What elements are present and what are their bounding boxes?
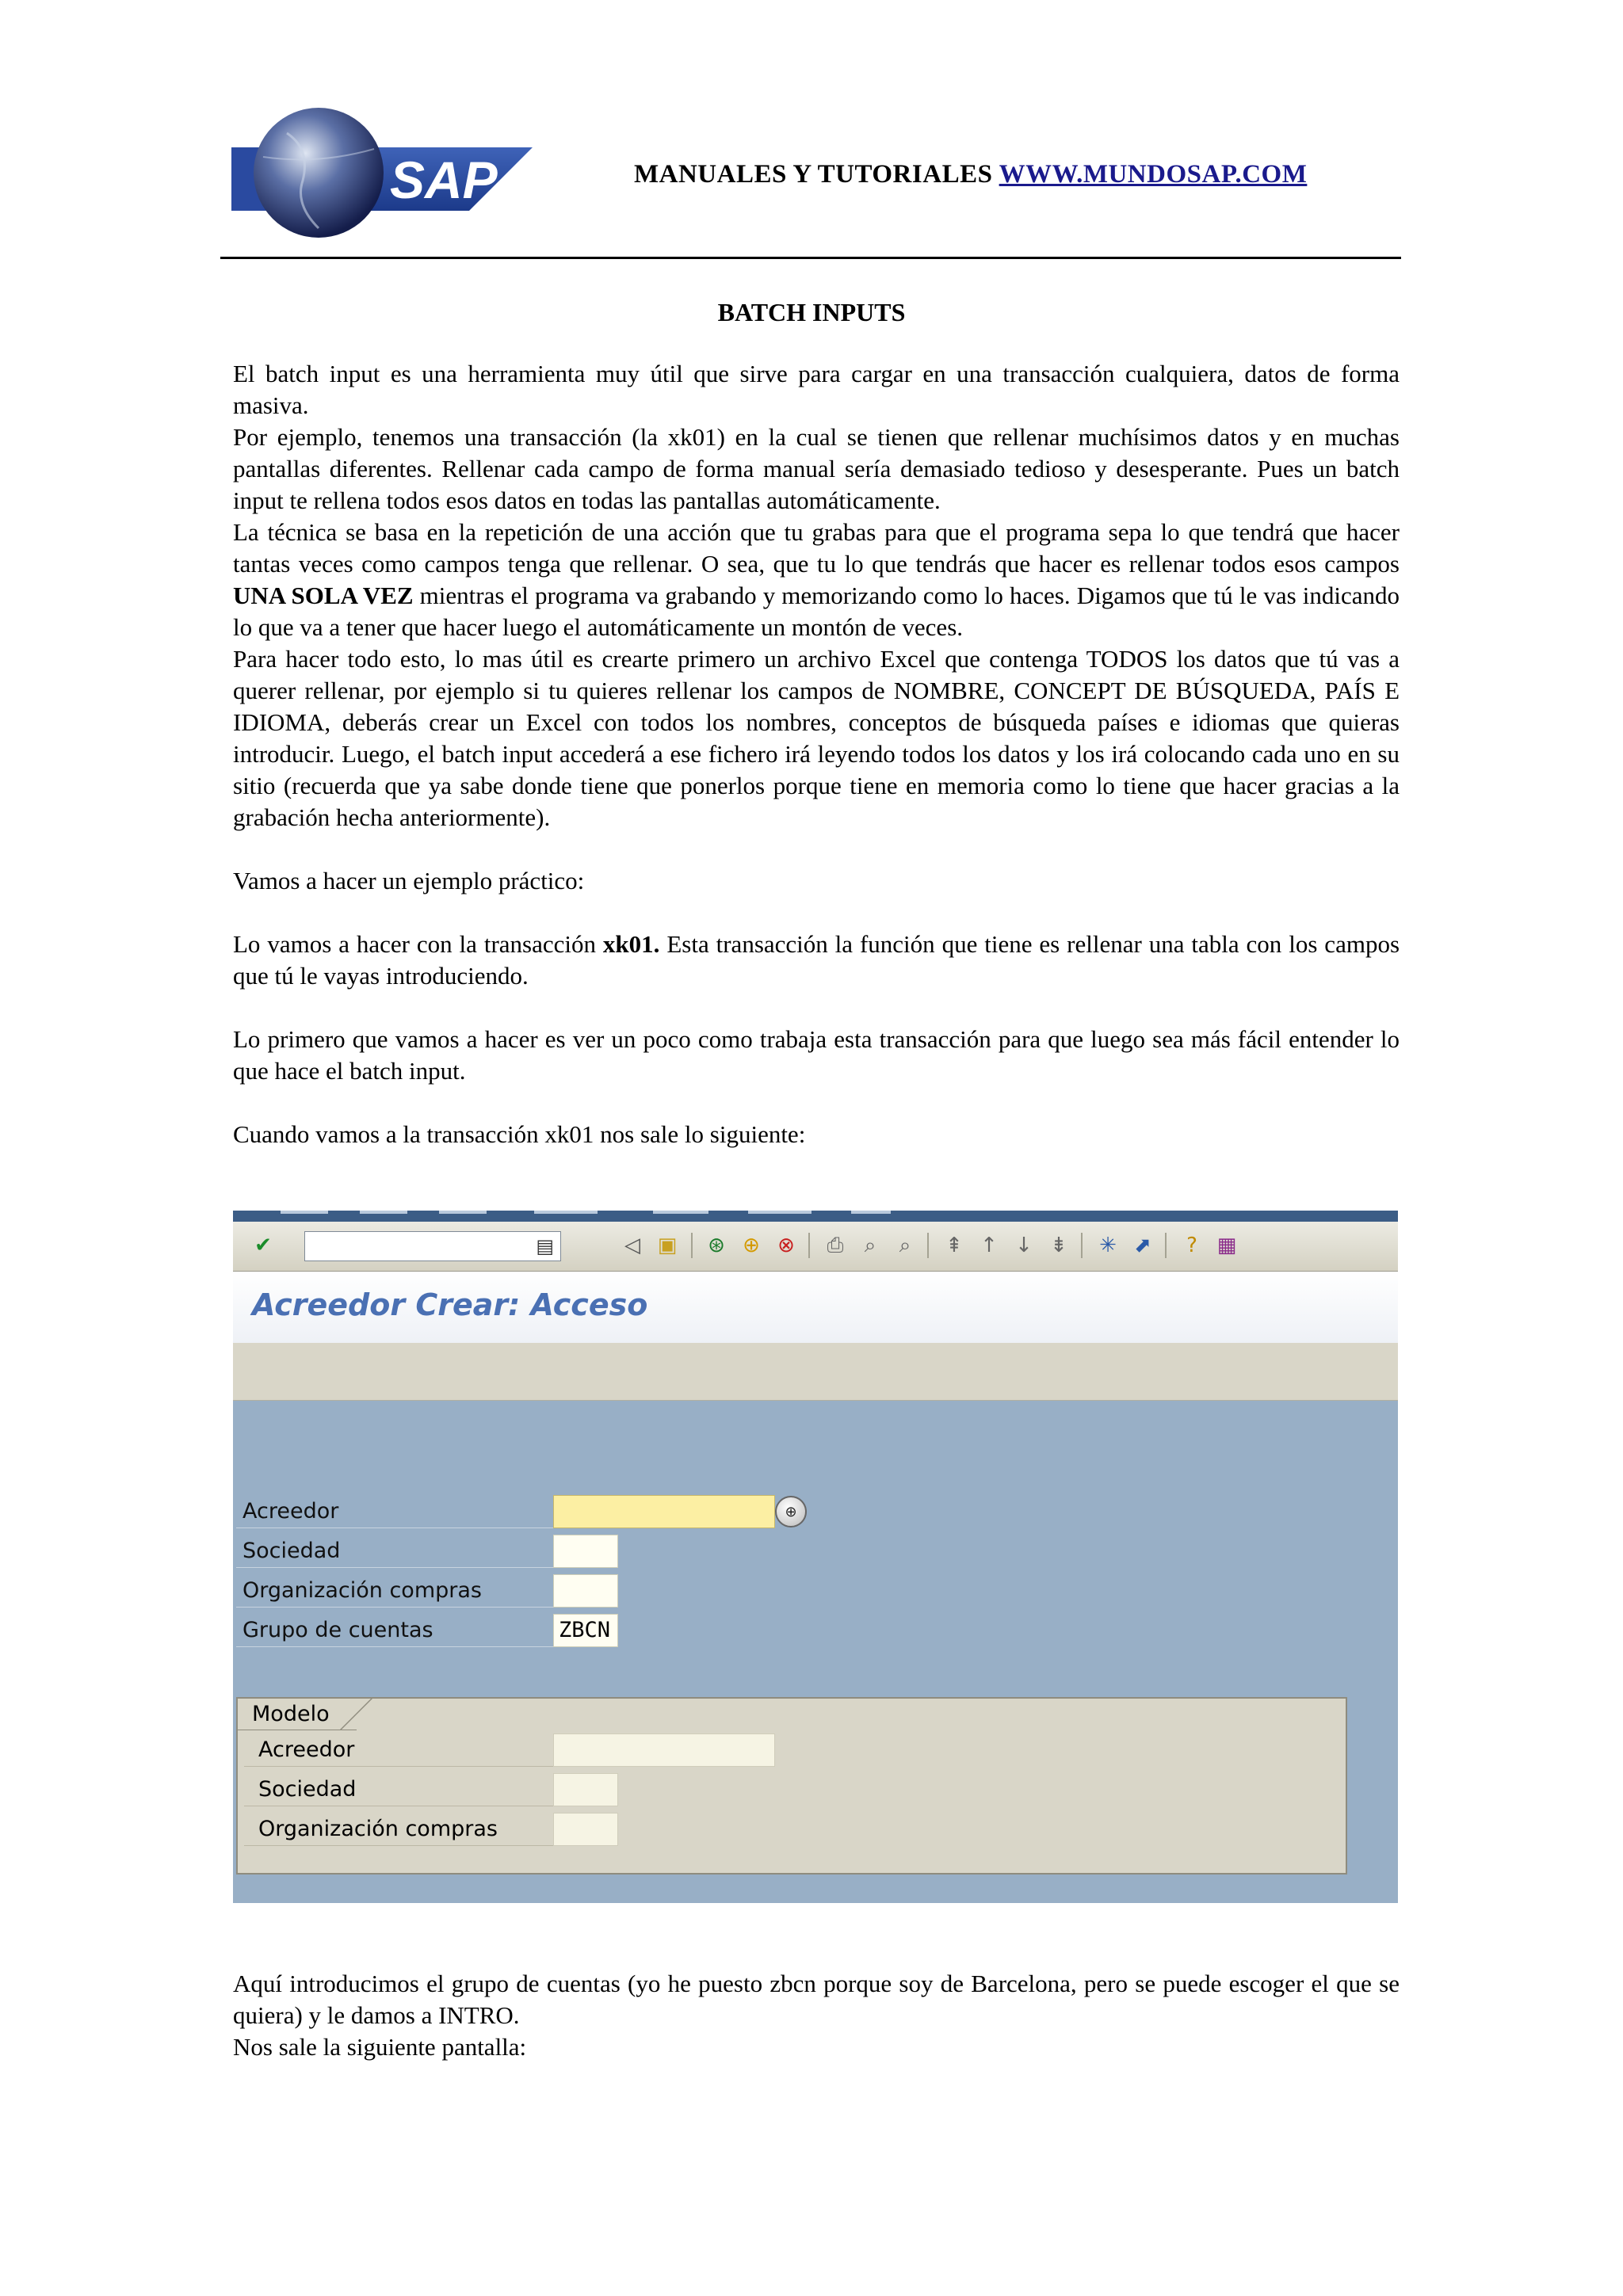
print-icon[interactable]: ⎙ xyxy=(827,1234,844,1257)
paragraph: Lo vamos a hacer con la transacción xk01. Esta transacción la función que tiene es rellenar una tabla con los campos que tú le vayas introduciendo. xyxy=(233,930,1400,990)
paragraph: Nos sale la siguiente pantalla: xyxy=(233,2033,527,2061)
standard-toolbar xyxy=(233,1222,1398,1272)
enter-icon[interactable]: ✔ xyxy=(254,1234,272,1257)
new-session-icon[interactable]: ✳ xyxy=(1099,1234,1117,1257)
header-prefix: MANUALES Y TUTORIALES xyxy=(634,160,993,189)
cancel-icon[interactable]: ⊗ xyxy=(777,1234,795,1257)
paragraph: Cuando vamos a la transacción xk01 nos sale lo siguiente: xyxy=(233,1120,806,1148)
layout-menu-icon[interactable]: ▦ xyxy=(1216,1234,1237,1257)
first-page-icon[interactable]: ⇞ xyxy=(945,1234,963,1257)
command-field[interactable] xyxy=(304,1231,561,1261)
paragraph: Vamos a hacer un ejemplo práctico: xyxy=(233,867,585,894)
logo-text: SAP xyxy=(390,151,498,209)
search-help-icon[interactable]: ⊕ xyxy=(775,1496,807,1527)
model-label-organizacion-compras: Organización compras xyxy=(244,1813,553,1846)
menu-bar xyxy=(233,1211,1398,1222)
model-label-sociedad: Sociedad xyxy=(244,1773,553,1806)
find-icon[interactable]: ⌕ xyxy=(864,1234,876,1257)
screen-titlebar xyxy=(233,1272,1398,1343)
paragraph: Aquí introducimos el grupo de cuentas (yo he puesto zbcn porque soy de Barcelona, pero se puede escoger el que se quiera) y le damos a INTRO. xyxy=(233,1970,1400,2029)
model-acreedor-input[interactable] xyxy=(553,1733,775,1767)
model-sociedad-input[interactable] xyxy=(553,1773,618,1806)
last-page-icon[interactable]: ⇟ xyxy=(1050,1234,1067,1257)
field-label-acreedor: Acreedor xyxy=(236,1495,553,1528)
page-header xyxy=(634,160,1307,189)
paragraph: La técnica se basa en la repetición de una acción que tu grabas para que el programa sepa lo que tendrá que hacer tantas veces como campos tenga que rellenar. O sea, que tu lo que tendrás que hacer es rellenar todos esos campos UNA SOLA VEZ mientras el programa va grabando y memorizando como lo haces. Digamos que tú le vas indicando lo que va a tener que hacer luego el automáticamente un montón de veces. xyxy=(233,518,1400,641)
back-arrow-icon[interactable]: ◁ xyxy=(624,1234,640,1257)
document-title: BATCH INPUTS xyxy=(717,298,906,326)
exit-icon[interactable]: ⊕ xyxy=(743,1234,760,1257)
header-rule xyxy=(220,257,1401,259)
sap-screenshot xyxy=(233,1211,1398,1903)
paragraph: Por ejemplo, tenemos una transacción (la xk01) en la cual se tienen que rellenar muchísimos datos y en muchas pantallas diferentes. Rellenar cada campo de forma manual sería demasiado tedioso y desesperante. Pues un batch input te rellena todos esos datos en todas las pantallas automáticamente. xyxy=(233,423,1400,514)
save-icon[interactable]: ▣ xyxy=(657,1234,678,1257)
model-label-acreedor: Acreedor xyxy=(244,1733,553,1767)
command-dropdown-icon[interactable]: ▤ xyxy=(536,1235,554,1257)
shortcut-icon[interactable]: ⬈ xyxy=(1134,1234,1151,1257)
help-icon[interactable]: ? xyxy=(1186,1234,1197,1257)
intro-text xyxy=(233,358,1400,1150)
find-next-icon[interactable]: ⌕ xyxy=(899,1234,911,1257)
field-label-grupo-de-cuentas: Grupo de cuentas xyxy=(236,1614,553,1647)
modelo-group-box xyxy=(236,1697,1347,1875)
field-label-sociedad: Sociedad xyxy=(236,1535,553,1568)
field-label-organizacion-compras: Organización compras xyxy=(236,1574,553,1608)
application-toolbar xyxy=(233,1343,1398,1401)
previous-page-icon[interactable]: ↑ xyxy=(980,1234,998,1257)
group-title: Modelo xyxy=(238,1699,357,1730)
closing-text xyxy=(233,1968,1400,2063)
screen-title: Acreedor Crear: Acceso xyxy=(252,1287,648,1322)
grupo-de-cuentas-input[interactable]: ZBCN xyxy=(553,1614,618,1647)
paragraph: Lo primero que vamos a hacer es ver un poco como trabaja esta transacción para que luego sea más fácil entender lo que hace el batch input. xyxy=(233,1025,1400,1085)
sap-logo xyxy=(231,101,533,244)
model-organizacion-compras-input[interactable] xyxy=(553,1813,618,1846)
back-icon[interactable]: ⊛ xyxy=(708,1234,725,1257)
paragraph: Para hacer todo esto, lo mas útil es crearte primero un archivo Excel que contenga TODOS los datos que tú vas a querer rellenar, por ejemplo si tu quieres rellenar los campos de NOMBRE, CONCEPT DE BÚSQUEDA, PAÍS E IDIOMA, deberás crear un Excel con todos los nombres, conceptos de búsqueda países e idiomas que quieras introducir. Luego, el batch input accederá a ese fichero irá leyendo todos los datos y los irá colocando cada uno en su sitio (recuerda que ya sabe donde tiene que ponerlos porque tiene en memoria como lo tiene que hacer gracias a la grabación hecha anteriormente). xyxy=(233,645,1400,831)
organizacion-compras-input[interactable] xyxy=(553,1574,618,1608)
header-link[interactable]: WWW.MUNDOSAP.COM xyxy=(999,160,1308,189)
next-page-icon[interactable]: ↓ xyxy=(1015,1234,1033,1257)
paragraph: El batch input es una herramienta muy útil que sirve para cargar en una transacción cualquiera, datos de forma masiva. xyxy=(233,360,1400,419)
acreedor-input[interactable] xyxy=(553,1495,775,1528)
sociedad-input[interactable] xyxy=(553,1535,618,1568)
